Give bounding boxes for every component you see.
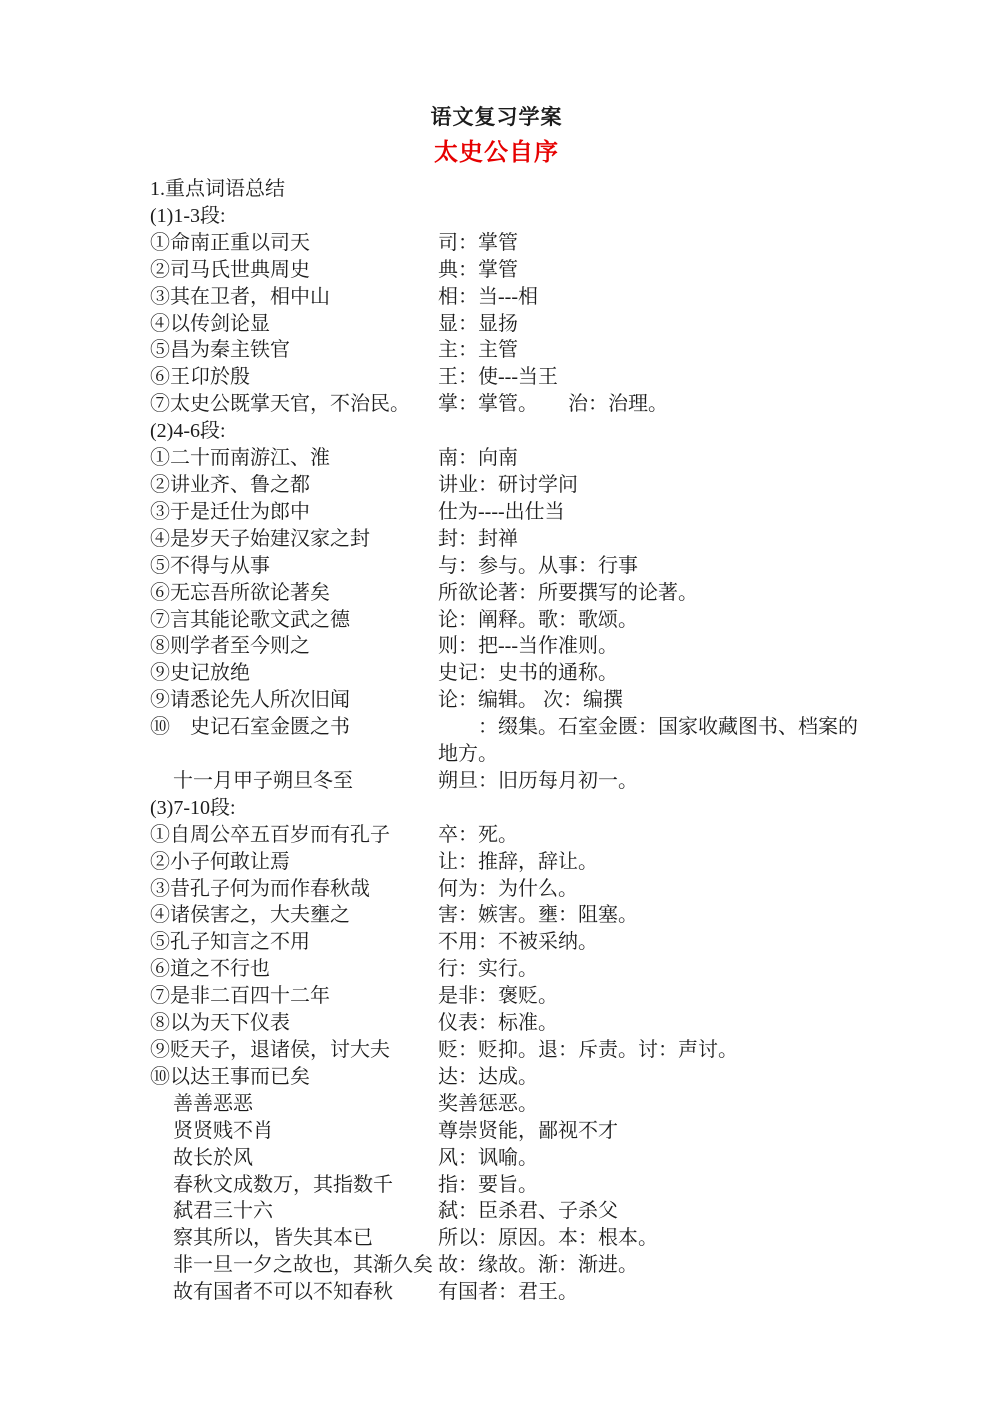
phrase-text: ⑨史记放绝 (150, 662, 250, 685)
entry-row (150, 849, 950, 876)
phrase-text: ②司马氏世典周史 (150, 258, 310, 281)
entry-row (150, 1225, 950, 1252)
phrase-text: ⑤不得与从事 (150, 554, 270, 577)
explanation-text: 是非：褒贬。 (438, 985, 558, 1008)
phrase-text: ⑧以为天下仪表 (150, 1012, 290, 1035)
explanation-text: 掌：掌管。 治：治理。 (438, 393, 668, 416)
entry-row (150, 364, 950, 391)
phrase-text: ②讲业齐、鲁之都 (150, 473, 310, 496)
explanation-text: 王：使---当王 (438, 366, 558, 389)
entry-row (150, 472, 950, 499)
phrase-text: ⑥王卬於殷 (150, 366, 250, 389)
explanation-text: 让：推辞，辞让。 (438, 850, 598, 873)
phrase-text: ⑧则学者至今则之 (150, 635, 310, 658)
entry-row (150, 929, 950, 956)
explanation-text: 奖善惩恶。 (438, 1092, 538, 1115)
phrase-text: ⑥道之不行也 (150, 958, 270, 981)
explanation-text: 地方。 (438, 743, 498, 766)
explanation-text: 所以：原因。本：根本。 (438, 1227, 658, 1250)
explanation-text: 风：讽喻。 (438, 1146, 538, 1169)
explanation-text: 论：编辑。 次：编撰 (438, 689, 623, 712)
entry-row (150, 257, 950, 284)
phrase-text: ④诸侯害之，大夫壅之 (150, 904, 350, 927)
phrase-text: 非一旦一夕之故也，其渐久矣 (173, 1254, 433, 1277)
phrase-text: ④是岁天子始建汉家之封 (150, 527, 370, 550)
entry-row (150, 445, 950, 472)
document-subtitle: 太史公自序 (434, 140, 559, 166)
explanation-text: 南：向南 (438, 447, 518, 470)
entry-row (150, 1279, 950, 1306)
entry-row (150, 1064, 950, 1091)
explanation-text: 故：缘故。渐：渐进。 (438, 1254, 638, 1277)
entry-row (150, 714, 950, 741)
entry-row (150, 1118, 950, 1145)
phrase-text: ②小子何敢让焉 (150, 850, 290, 873)
phrase-text: ①自周公卒五百岁而有孔子 (150, 823, 390, 846)
phrase-text: ⑨请悉论先人所次旧闻 (150, 689, 350, 712)
entry-row (150, 956, 950, 983)
explanation-text: 与：参与。从事：行事 (438, 554, 638, 577)
explanation-text: 司：掌管 (438, 231, 518, 254)
entry-row (150, 391, 950, 418)
phrase-text: ③昔孔子何为而作春秋哉 (150, 877, 370, 900)
explanation-text: 贬：贬抑。退：斥责。讨：声讨。 (438, 1039, 738, 1061)
entry-row (150, 633, 950, 660)
explanation-text: 相：当---相 (438, 285, 538, 308)
explanation-text: 有国者：君王。 (438, 1281, 578, 1304)
entry-row (150, 607, 950, 634)
explanation-text: 尊崇贤能，鄙视不才 (438, 1119, 618, 1142)
entry-row (150, 660, 950, 687)
entry-row (150, 876, 950, 903)
explanation-text: 仪表：标准。 (438, 1012, 558, 1035)
phrase-text: 故有国者不可以不知春秋 (173, 1281, 393, 1304)
phrase-text: ③于是迁仕为郎中 (150, 500, 310, 523)
explanation-text: 史记：史书的通称。 (438, 662, 618, 685)
entry-row (150, 499, 950, 526)
explanation-text: 封：封禅 (438, 527, 518, 550)
section-heading-row (150, 176, 950, 203)
section-heading-row (150, 203, 950, 230)
entry-row (150, 553, 950, 580)
phrase-text: ⑩ 史记石室金匮之书 (150, 716, 350, 739)
phrase-text: ③其在卫者，相中山 (150, 285, 330, 308)
explanation-text: 行：实行。 (438, 958, 538, 981)
explanation-text: 何为：为什么。 (438, 877, 578, 900)
entry-row (150, 768, 950, 795)
title-block (0, 103, 993, 172)
section-heading-text: (3)7-10段: (150, 796, 236, 819)
phrase-text: 弑君三十六 (173, 1200, 273, 1223)
explanation-text: ：缀集。石室金匮：国家收藏图书、档案的 (438, 716, 858, 739)
explanation-text: 则：把---当作准则。 (438, 635, 618, 658)
phrase-text: ①命南正重以司天 (150, 231, 310, 254)
entry-row (150, 902, 950, 929)
phrase-text: ④以传剑论显 (150, 312, 270, 335)
document-title: 语文复习学案 (430, 105, 563, 129)
entry-row (150, 1037, 950, 1064)
phrase-text: 春秋文成数万，其指数千 (173, 1173, 393, 1196)
explanation-text: 仕为----出仕当 (438, 500, 565, 523)
entry-row (150, 337, 950, 364)
phrase-text: ①二十而南游江、淮 (150, 447, 330, 470)
entry-row (150, 1145, 950, 1172)
entry-row (150, 822, 950, 849)
explanation-text: 达：达成。 (438, 1065, 538, 1088)
section-heading-row (150, 418, 950, 445)
entry-row (150, 311, 950, 338)
phrase-text: ⑦是非二百四十二年 (150, 985, 330, 1008)
phrase-text: ⑤孔子知言之不用 (150, 931, 310, 954)
phrase-text: 故长於风 (173, 1146, 253, 1169)
phrase-text: ⑥无忘吾所欲论著矣 (150, 581, 330, 604)
entry-rows (150, 176, 950, 1306)
entry-row (150, 1198, 950, 1225)
explanation-text: 论：阐释。歌：歌颂。 (438, 608, 638, 631)
entry-row (150, 983, 950, 1010)
phrase-text: ⑦太史公既掌天官，不治民。 (150, 393, 410, 416)
explanation-text: 主：主管 (438, 339, 518, 362)
explanation-text: 害：嫉害。壅：阻塞。 (438, 904, 638, 927)
entry-row (150, 1091, 950, 1118)
entry-row (150, 526, 950, 553)
phrase-text: ⑨贬天子，退诸侯，讨大夫 (150, 1039, 390, 1061)
phrase-text: 十一月甲子朔旦冬至 (173, 769, 353, 792)
explanation-text: 卒：死。 (438, 823, 518, 846)
entry-row (150, 284, 950, 311)
entry-row (150, 1252, 950, 1279)
phrase-text: 察其所以，皆失其本已 (173, 1227, 373, 1250)
phrase-text: ⑦言其能论歌文武之德 (150, 608, 350, 631)
entry-row (150, 741, 950, 768)
phrase-text: 善善恶恶 (173, 1092, 253, 1115)
explanation-text: 不用：不被采纳。 (438, 931, 598, 954)
section-heading-text: (2)4-6段: (150, 420, 226, 443)
section-heading-text: 1.重点词语总结 (150, 178, 285, 200)
entry-row (150, 1010, 950, 1037)
explanation-text: 典：掌管 (438, 258, 518, 281)
explanation-text: 讲业：研讨学问 (438, 473, 578, 496)
phrase-text: ⑩以达王事而已矣 (150, 1065, 310, 1088)
entry-row (150, 1172, 950, 1199)
section-heading-row (150, 795, 950, 822)
phrase-text: 贤贤贱不肖 (173, 1119, 273, 1142)
explanation-text: 显：显扬 (438, 312, 518, 335)
entry-row (150, 580, 950, 607)
entry-row (150, 687, 950, 714)
explanation-text: 弑：臣杀君、子杀父 (438, 1200, 618, 1223)
entry-row (150, 230, 950, 257)
explanation-text: 所欲论著：所要撰写的论著。 (438, 581, 698, 604)
explanation-text: 指：要旨。 (438, 1173, 538, 1196)
section-heading-text: (1)1-3段: (150, 204, 226, 227)
phrase-text: ⑤昌为秦主铁官 (150, 339, 290, 362)
explanation-text: 朔旦：旧历每月初一。 (438, 769, 638, 792)
